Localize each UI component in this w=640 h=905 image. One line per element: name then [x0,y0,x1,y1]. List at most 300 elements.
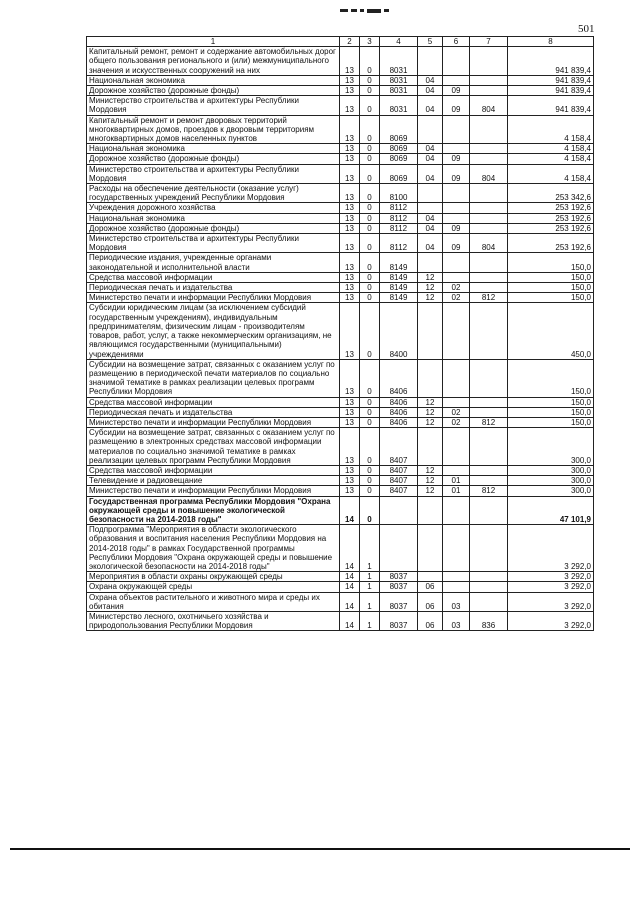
row-code: 03 [443,592,470,611]
row-code: 0 [360,75,380,85]
row-code [470,272,508,282]
row-code: 13 [340,144,360,154]
row-label: Министерство строительства и архитектуры Республики Мордовия [87,96,340,115]
row-code [443,184,470,203]
col-header: 2 [340,37,360,47]
table-row [87,115,594,144]
row-code [443,75,470,85]
row-code [470,359,508,397]
row-code: 1 [360,592,380,611]
row-code: 04 [418,234,443,253]
row-code: 0 [360,293,380,303]
row-code: 0 [360,115,380,144]
table-row [87,75,594,85]
table-row [87,144,594,154]
row-code [470,283,508,293]
table-row [87,417,594,427]
row-code: 8149 [380,283,418,293]
row-code: 0 [360,476,380,486]
col-header: 8 [508,37,594,47]
row-code: 8069 [380,144,418,154]
row-code [418,203,443,213]
row-code: 8112 [380,223,418,233]
row-label: Министерство лесного, охотничьего хозяйства и природопользования Республики Мордовия [87,611,340,630]
row-code: 0 [360,223,380,233]
row-label: Дорожное хозяйство (дорожные фонды) [87,154,340,164]
row-code: 8406 [380,359,418,397]
row-code [470,572,508,582]
table-row [87,154,594,164]
row-code [470,496,508,525]
row-label: Подпрограмма "Мероприятия в области экологического образования и воспитания населения Республики Мордовия на 2014-2018 годы" в рамках Государственной программы Республики Мордовия "Охрана окружающей среды и повышение экологической безопасности на 2014-2018 годы" [87,525,340,572]
row-code: 14 [340,572,360,582]
row-code: 804 [470,234,508,253]
row-code: 8069 [380,154,418,164]
table-row [87,582,594,592]
col-header: 3 [360,37,380,47]
row-code: 13 [340,96,360,115]
table-row [87,397,594,407]
row-code [470,75,508,85]
row-amount: 941 839,4 [508,96,594,115]
row-code [443,465,470,475]
row-code: 13 [340,293,360,303]
row-code: 04 [418,213,443,223]
row-code [470,525,508,572]
row-code: 0 [360,154,380,164]
row-amount: 450,0 [508,303,594,359]
row-code: 8112 [380,203,418,213]
row-code: 0 [360,253,380,272]
row-amount: 150,0 [508,293,594,303]
row-code: 8112 [380,213,418,223]
row-label: Периодическая печать и издательства [87,283,340,293]
row-code: 01 [443,476,470,486]
row-label: Периодические издания, учрежденные органами законодательной и исполнительной власти [87,253,340,272]
row-code: 13 [340,154,360,164]
row-code: 13 [340,223,360,233]
table-row [87,611,594,630]
table-row [87,272,594,282]
row-amount: 150,0 [508,359,594,397]
table-header-row [87,37,594,47]
table-row [87,253,594,272]
row-amount: 4 158,4 [508,154,594,164]
row-code: 03 [443,611,470,630]
table-row [87,476,594,486]
col-header: 1 [87,37,340,47]
row-amount: 150,0 [508,417,594,427]
row-code [443,397,470,407]
row-code [470,213,508,223]
row-code: 13 [340,428,360,466]
row-code: 02 [443,283,470,293]
row-code: 0 [360,164,380,183]
row-code: 0 [360,47,380,76]
row-code: 8031 [380,47,418,76]
row-code: 13 [340,213,360,223]
row-code [443,496,470,525]
table-row [87,223,594,233]
row-code: 0 [360,213,380,223]
row-code: 804 [470,96,508,115]
row-code: 0 [360,283,380,293]
row-amount: 300,0 [508,476,594,486]
row-label: Субсидии юридическим лицам (за исключением субсидий государственным учреждениям), индивидуальным предпринимателям, физическим лицам - производителям товаров, работ, услуг, а также некоммерческим организациям, не являющимся государственными (муниципальными) учреждениями [87,303,340,359]
table-row [87,525,594,572]
row-code [380,496,418,525]
row-code [470,144,508,154]
row-code [418,47,443,76]
row-code [418,303,443,359]
row-code: 1 [360,525,380,572]
row-code: 13 [340,203,360,213]
row-amount: 941 839,4 [508,75,594,85]
row-label: Расходы на обеспечение деятельности (оказание услуг) государственных учреждений Республики Мордовия [87,184,340,203]
row-code: 0 [360,272,380,282]
row-code: 09 [443,86,470,96]
row-code: 01 [443,486,470,496]
row-code: 13 [340,303,360,359]
row-code: 13 [340,283,360,293]
row-code [418,572,443,582]
row-label: Учреждения дорожного хозяйства [87,203,340,213]
row-code: 13 [340,407,360,417]
row-code: 1 [360,572,380,582]
row-code: 8031 [380,86,418,96]
col-header: 4 [380,37,418,47]
row-label: Периодическая печать и издательства [87,407,340,417]
row-code [443,47,470,76]
row-code: 14 [340,496,360,525]
row-code: 8407 [380,476,418,486]
row-label: Дорожное хозяйство (дорожные фонды) [87,86,340,96]
row-label: Мероприятия в области охраны окружающей среды [87,572,340,582]
row-code [418,115,443,144]
row-amount: 4 158,4 [508,144,594,154]
row-code [443,303,470,359]
row-code: 0 [360,96,380,115]
row-code [470,253,508,272]
row-code [470,476,508,486]
row-code [443,213,470,223]
row-label: Средства массовой информации [87,465,340,475]
row-amount: 150,0 [508,407,594,417]
row-code: 8149 [380,293,418,303]
row-code [443,115,470,144]
table-row [87,283,594,293]
row-code: 13 [340,359,360,397]
page-bottom-rule [10,848,630,850]
row-code: 04 [418,223,443,233]
row-code: 02 [443,417,470,427]
row-label: Охрана объектов растительного и животного мира и среды их обитания [87,592,340,611]
row-label: Телевидение и радиовещание [87,476,340,486]
table-row [87,203,594,213]
row-label: Капитальный ремонт и ремонт дворовых территорий многоквартирных домов, проездов к дворовым территориям многоквартирных домов населенных пунктов [87,115,340,144]
row-code: 836 [470,611,508,630]
row-code: 12 [418,486,443,496]
row-code: 12 [418,272,443,282]
row-label: Субсидии на возмещение затрат, связанных с оказанием услуг по размещению в периодической печати материалов по социально значимой тематике в рамках реализации целевых программ Республики Мордовия [87,359,340,397]
row-code: 0 [360,184,380,203]
row-code: 0 [360,465,380,475]
row-code: 8037 [380,582,418,592]
row-code [443,144,470,154]
row-amount: 253 192,6 [508,234,594,253]
row-code: 13 [340,397,360,407]
row-amount: 941 839,4 [508,47,594,76]
row-code [470,203,508,213]
row-code: 8406 [380,417,418,427]
row-label: Дорожное хозяйство (дорожные фонды) [87,223,340,233]
row-code [470,407,508,417]
row-code: 13 [340,164,360,183]
row-code: 09 [443,154,470,164]
row-code: 0 [360,397,380,407]
row-code: 09 [443,96,470,115]
row-code [443,525,470,572]
row-code: 8100 [380,184,418,203]
table-row [87,303,594,359]
row-code: 02 [443,293,470,303]
row-code [418,253,443,272]
row-code: 8069 [380,115,418,144]
row-code: 14 [340,611,360,630]
table-row [87,486,594,496]
row-code: 04 [418,96,443,115]
col-header: 5 [418,37,443,47]
row-code: 8149 [380,253,418,272]
row-label: Министерство печати и информации Республики Мордовия [87,293,340,303]
row-code: 13 [340,253,360,272]
row-code: 0 [360,303,380,359]
row-code: 12 [418,465,443,475]
col-header: 7 [470,37,508,47]
row-label: Министерство строительства и архитектуры Республики Мордовия [87,164,340,183]
row-label: Министерство печати и информации Республики Мордовия [87,486,340,496]
row-amount: 150,0 [508,397,594,407]
row-code: 8407 [380,486,418,496]
table-row [87,184,594,203]
table-row [87,407,594,417]
row-code: 14 [340,592,360,611]
row-amount: 150,0 [508,283,594,293]
row-code [470,592,508,611]
row-code: 13 [340,86,360,96]
row-code: 06 [418,592,443,611]
row-code: 0 [360,203,380,213]
row-code: 13 [340,47,360,76]
row-label: Средства массовой информации [87,272,340,282]
row-code [418,496,443,525]
row-code: 8149 [380,272,418,282]
row-code: 0 [360,234,380,253]
row-code: 09 [443,223,470,233]
row-code: 12 [418,397,443,407]
row-code: 09 [443,164,470,183]
row-code: 8031 [380,96,418,115]
row-code: 0 [360,407,380,417]
row-code [470,115,508,144]
row-label: Национальная экономика [87,144,340,154]
row-amount: 3 292,0 [508,572,594,582]
table-row [87,592,594,611]
row-label: Национальная экономика [87,75,340,85]
row-code: 8407 [380,428,418,466]
row-code: 12 [418,283,443,293]
row-code: 0 [360,428,380,466]
row-label: Национальная экономика [87,213,340,223]
row-label: Министерство печати и информации Республики Мордовия [87,417,340,427]
row-code: 0 [360,496,380,525]
row-code: 12 [418,476,443,486]
row-code [380,525,418,572]
table-row [87,572,594,582]
table-row [87,234,594,253]
row-code: 8069 [380,164,418,183]
row-code: 02 [443,407,470,417]
row-code: 13 [340,486,360,496]
row-code: 8031 [380,75,418,85]
row-code: 04 [418,75,443,85]
row-code: 0 [360,417,380,427]
row-code: 8406 [380,397,418,407]
row-code [470,154,508,164]
row-code: 13 [340,272,360,282]
row-code: 09 [443,234,470,253]
row-code: 13 [340,75,360,85]
row-code: 0 [360,486,380,496]
row-code: 0 [360,359,380,397]
row-label: Охрана окружающей среды [87,582,340,592]
row-code: 8406 [380,407,418,417]
row-code: 04 [418,154,443,164]
row-amount: 3 292,0 [508,525,594,572]
table-row [87,96,594,115]
row-code: 812 [470,486,508,496]
row-code: 13 [340,476,360,486]
row-code [443,253,470,272]
row-code [470,303,508,359]
row-code: 812 [470,293,508,303]
row-code: 13 [340,417,360,427]
row-code [470,47,508,76]
row-amount: 3 292,0 [508,582,594,592]
row-amount: 150,0 [508,253,594,272]
row-code [470,86,508,96]
row-amount: 253 342,6 [508,184,594,203]
row-amount: 300,0 [508,428,594,466]
row-code: 13 [340,234,360,253]
row-code [443,203,470,213]
row-label: Капитальный ремонт, ремонт и содержание автомобильных дорог общего пользования регионального и (или) межмуниципального значения и искусственных сооружений на них [87,47,340,76]
row-code [418,184,443,203]
row-code [470,184,508,203]
row-code: 804 [470,164,508,183]
row-amount: 4 158,4 [508,164,594,183]
row-code: 1 [360,582,380,592]
row-code: 06 [418,582,443,592]
row-code: 8400 [380,303,418,359]
row-code [443,359,470,397]
table-row [87,164,594,183]
row-code [418,428,443,466]
row-code: 13 [340,184,360,203]
page-number: 501 [578,23,595,35]
table-row [87,496,594,525]
row-amount: 941 839,4 [508,86,594,96]
row-code: 0 [360,86,380,96]
row-amount: 150,0 [508,272,594,282]
table-row [87,293,594,303]
scan-mark [340,2,410,8]
row-code: 04 [418,86,443,96]
row-code: 812 [470,417,508,427]
row-amount: 300,0 [508,465,594,475]
table-row [87,428,594,466]
table-row [87,47,594,76]
table-row [87,213,594,223]
row-label: Министерство строительства и архитектуры Республики Мордовия [87,234,340,253]
row-code: 12 [418,407,443,417]
row-code [470,428,508,466]
row-code [418,359,443,397]
row-code: 12 [418,293,443,303]
row-code [470,582,508,592]
row-amount: 3 292,0 [508,611,594,630]
row-code: 13 [340,465,360,475]
row-code [418,525,443,572]
col-header: 6 [443,37,470,47]
row-amount: 253 192,6 [508,223,594,233]
row-code [443,428,470,466]
row-amount: 253 192,6 [508,213,594,223]
row-code [443,572,470,582]
row-code: 14 [340,582,360,592]
row-code [443,272,470,282]
row-code: 0 [360,144,380,154]
row-amount: 47 101,9 [508,496,594,525]
table-row [87,465,594,475]
row-amount: 300,0 [508,486,594,496]
row-code: 8407 [380,465,418,475]
row-amount: 3 292,0 [508,592,594,611]
row-code: 06 [418,611,443,630]
row-amount: 253 192,6 [508,203,594,213]
row-code: 04 [418,144,443,154]
row-code: 8112 [380,234,418,253]
row-code: 1 [360,611,380,630]
row-code: 04 [418,164,443,183]
budget-table [86,36,594,631]
row-amount: 4 158,4 [508,115,594,144]
row-code: 8037 [380,592,418,611]
row-code [470,223,508,233]
row-label: Государственная программа Республики Мордовия "Охрана окружающей среды и повышение экологической безопасности на 2014-2018 годы" [87,496,340,525]
row-code [470,397,508,407]
row-code: 8037 [380,611,418,630]
row-code: 12 [418,417,443,427]
row-code: 14 [340,525,360,572]
row-code [470,465,508,475]
row-code: 13 [340,115,360,144]
row-code [443,582,470,592]
row-label: Субсидии на возмещение затрат, связанных с оказанием услуг по размещению в электронных средствах массовой информации материалов по социально значимой тематике в рамках реализации целевых программ Республики Мордовия [87,428,340,466]
row-code: 8037 [380,572,418,582]
table-row [87,86,594,96]
table-row [87,359,594,397]
